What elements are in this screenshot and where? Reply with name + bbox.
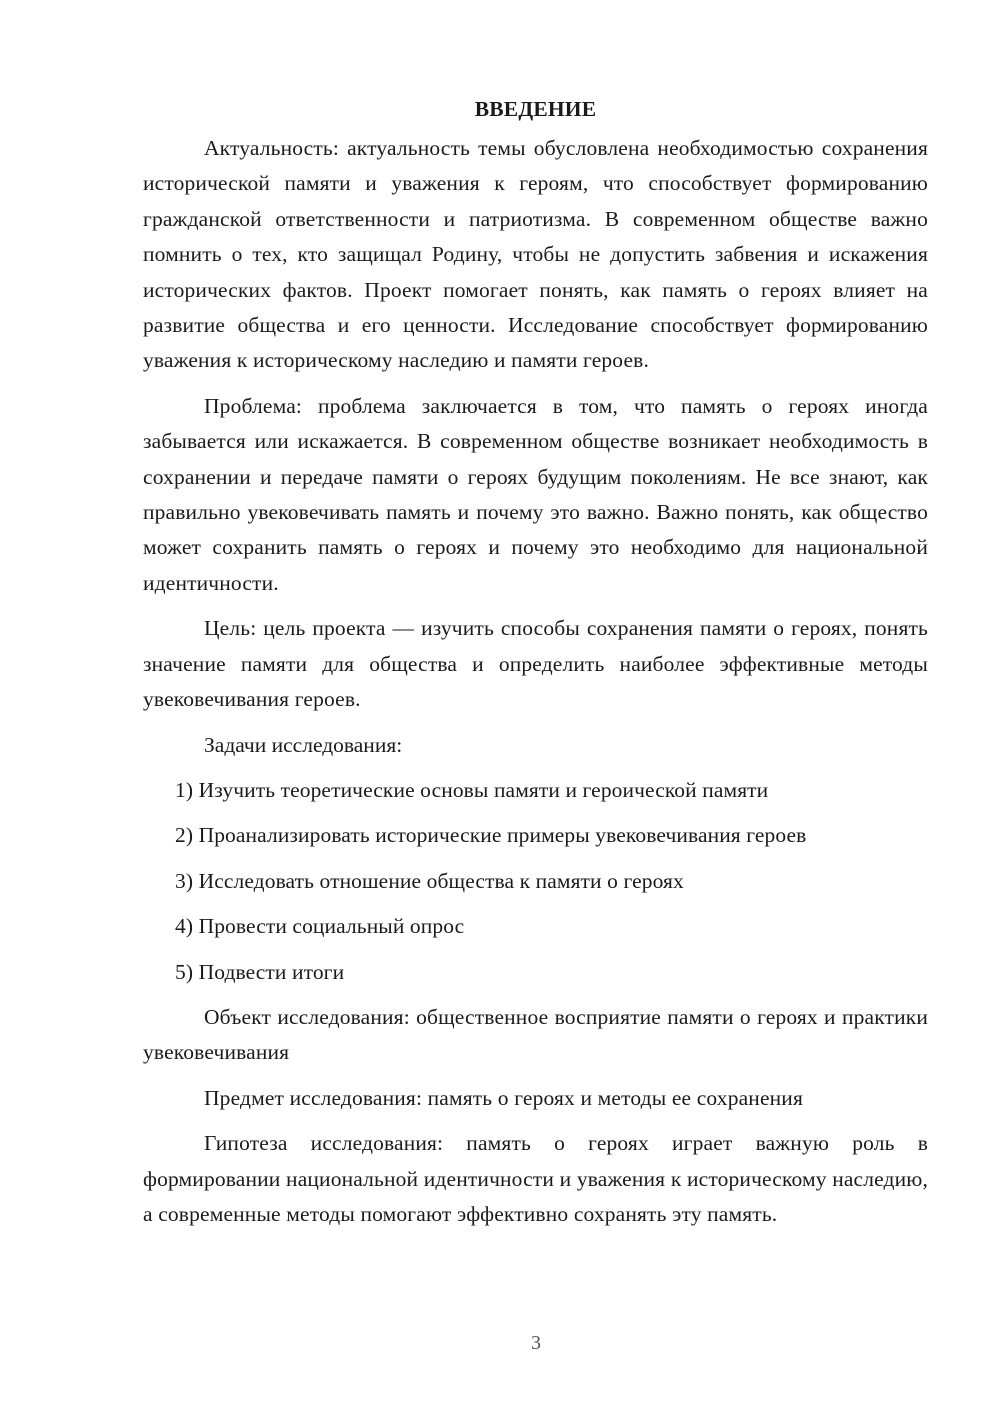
tasks-title: Задачи исследования:	[204, 732, 403, 757]
paragraph-subject: Предмет исследования: память о героях и методы ее сохранения	[204, 1085, 803, 1110]
page-content	[143, 92, 928, 1232]
paragraph-object: Объект исследования: общественное восприятие памяти о героях и практики увековечивания	[143, 1004, 928, 1065]
paragraph-relevance: Актуальность: актуальность темы обусловлена необходимостью сохранения исторической памяти и уважения к героям, что способствует формированию гражданской ответственности и патриотизма. В современном обществе важно помнить о тех, кто защищал Родину, чтобы не допустить забвения и искажения исторических фактов. Проект помогает понять, как память о героях влияет на развитие общества и его ценности. Исследование способствует формированию уважения к историческому наследию и памяти героев.	[143, 136, 928, 373]
task-item-5: 5) Подвести итоги	[175, 959, 345, 984]
task-item-4: 4) Провести социальный опрос	[175, 914, 465, 939]
section-heading: ВВЕДЕНИЕ	[474, 97, 597, 121]
page-number: 3	[531, 1332, 541, 1354]
paragraph-hypothesis: Гипотеза исследования: память о героях играет важную роль в формировании национальной идентичности и уважения к историческому наследию, а современные методы помогают эффективно сохранять эту память.	[143, 1131, 928, 1226]
paragraph-goal: Цель: цель проекта — изучить способы сохранения памяти о героях, понять значение памяти для общества и определить наиболее эффективные методы увековечивания героев.	[143, 616, 928, 712]
paragraph-problem: Проблема: проблема заключается в том, что память о героях иногда забывается или искажается. В современном обществе возникает необходимость в сохранении и передаче памяти о героях будущим поколениям. Не все знают, как правильно увековечивать память и почему это важно. Важно понять, как общество может сохранить память о героях и почему это необходимо для национальной идентичности.	[143, 393, 928, 595]
task-item-1: 1) Изучить теоретические основы памяти и героической памяти	[175, 777, 769, 802]
task-item-3: 3) Исследовать отношение общества к памяти о героях	[175, 868, 684, 893]
task-list	[143, 773, 928, 990]
task-item-2: 2) Проанализировать исторические примеры увековечивания героев	[175, 823, 807, 848]
